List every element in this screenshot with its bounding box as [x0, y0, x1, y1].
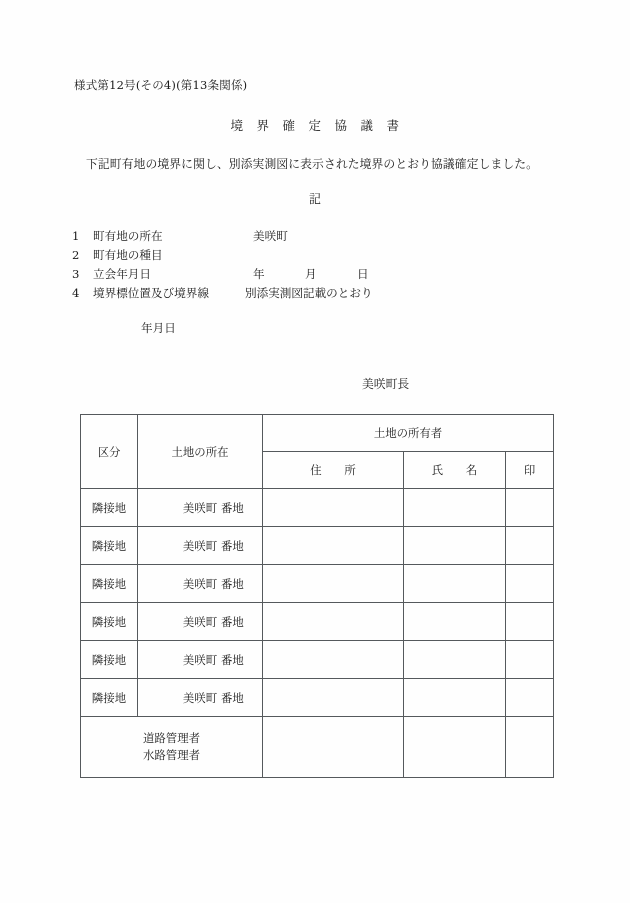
item-label: 町有地の所在	[93, 229, 163, 243]
cell-shozai	[138, 489, 263, 527]
cell-jusho[interactable]	[263, 717, 404, 778]
cell-kubun: 隣接地	[81, 603, 138, 641]
cell-jusho[interactable]	[263, 527, 404, 565]
list-item	[72, 228, 552, 247]
cell-shimei[interactable]	[404, 717, 506, 778]
date-month-label: 月	[305, 267, 317, 281]
list-item	[72, 285, 552, 304]
list-item	[72, 247, 552, 266]
table-header-row-top	[81, 415, 554, 452]
landowner-table-wrapper	[80, 414, 553, 778]
cell-kubun: 隣接地	[81, 565, 138, 603]
item-number: 1	[72, 229, 80, 243]
cell-kubun: 隣接地	[81, 527, 138, 565]
date-year-label: 年	[253, 267, 265, 281]
table-row	[81, 603, 554, 641]
cell-shozai	[138, 603, 263, 641]
cell-shimei[interactable]	[404, 489, 506, 527]
item-number: 2	[72, 248, 80, 262]
cell-shozai	[138, 679, 263, 717]
intro-paragraph: 下記町有地の境界に関し、別添実測図に表示された境界のとおり協議確定しました。	[86, 157, 539, 171]
cell-shozai	[138, 565, 263, 603]
date-month-label: 月	[152, 321, 165, 335]
item-date-blanks	[253, 266, 377, 282]
cell-banchi: 番地	[221, 614, 244, 629]
cell-town: 美咲町	[182, 538, 218, 553]
road-administrator-label: 道路管理者	[143, 731, 200, 746]
agreement-date-line	[141, 320, 176, 336]
cell-shozai	[138, 641, 263, 679]
item-label: 町有地の種目	[93, 248, 163, 262]
mayor-signature-line: 美咲町長	[362, 377, 410, 391]
table-row	[81, 679, 554, 717]
column-header-shimei: 氏 名	[404, 452, 506, 489]
page-title: 境 界 確 定 協 議 書	[230, 118, 400, 133]
cell-in[interactable]	[506, 565, 554, 603]
cell-jusho[interactable]	[263, 489, 404, 527]
cell-kubun: 隣接地	[81, 679, 138, 717]
cell-shimei[interactable]	[404, 527, 506, 565]
cell-town: 美咲町	[182, 576, 218, 591]
column-header-kubun: 区分	[81, 415, 138, 489]
cell-shozai	[138, 527, 263, 565]
cell-jusho[interactable]	[263, 679, 404, 717]
table-row-administrators	[81, 717, 554, 778]
cell-town: 美咲町	[182, 652, 218, 667]
cell-banchi: 番地	[221, 576, 244, 591]
table-body	[81, 489, 554, 778]
cell-in[interactable]	[506, 679, 554, 717]
table-head	[81, 415, 554, 489]
item-value: 別添実測図記載のとおり	[245, 286, 373, 300]
cell-shimei[interactable]	[404, 603, 506, 641]
table-row	[81, 641, 554, 679]
landowner-table	[80, 414, 554, 778]
item-label: 立会年月日	[93, 267, 151, 281]
cell-town: 美咲町	[182, 500, 218, 515]
date-year-label: 年	[141, 321, 153, 335]
cell-in[interactable]	[506, 489, 554, 527]
cell-jusho[interactable]	[263, 641, 404, 679]
item-number: 4	[72, 286, 80, 300]
table-row	[81, 527, 554, 565]
column-header-in: 印	[506, 452, 554, 489]
cell-banchi: 番地	[221, 500, 244, 515]
cell-administrators	[81, 717, 263, 778]
column-header-shozai: 土地の所在	[138, 415, 263, 489]
cell-town: 美咲町	[182, 690, 218, 705]
list-item	[72, 266, 552, 285]
item-label: 境界標位置及び境界線	[93, 286, 209, 300]
column-header-jusho: 住 所	[263, 452, 404, 489]
form-number: 様式第12号(その4)(第13条関係)	[74, 78, 248, 92]
cell-banchi: 番地	[221, 538, 244, 553]
cell-in[interactable]	[506, 527, 554, 565]
cell-town: 美咲町	[182, 614, 218, 629]
table-row	[81, 489, 554, 527]
date-day-label: 日	[357, 267, 369, 281]
date-day-label: 日	[164, 321, 176, 335]
cell-shimei[interactable]	[404, 679, 506, 717]
cell-shimei[interactable]	[404, 565, 506, 603]
cell-jusho[interactable]	[263, 603, 404, 641]
cell-banchi: 番地	[221, 652, 244, 667]
cell-kubun: 隣接地	[81, 489, 138, 527]
ki-marker: 記	[308, 192, 321, 206]
item-value: 美咲町	[253, 229, 288, 243]
item-number: 3	[72, 267, 80, 281]
cell-jusho[interactable]	[263, 565, 404, 603]
cell-in[interactable]	[506, 641, 554, 679]
cell-shimei[interactable]	[404, 641, 506, 679]
cell-in[interactable]	[506, 717, 554, 778]
waterway-administrator-label: 水路管理者	[143, 748, 200, 762]
cell-kubun: 隣接地	[81, 641, 138, 679]
table-row	[81, 565, 554, 603]
column-header-owner-group: 土地の所有者	[263, 415, 554, 452]
cell-banchi: 番地	[221, 690, 244, 705]
numbered-item-list	[72, 228, 552, 304]
cell-in[interactable]	[506, 603, 554, 641]
